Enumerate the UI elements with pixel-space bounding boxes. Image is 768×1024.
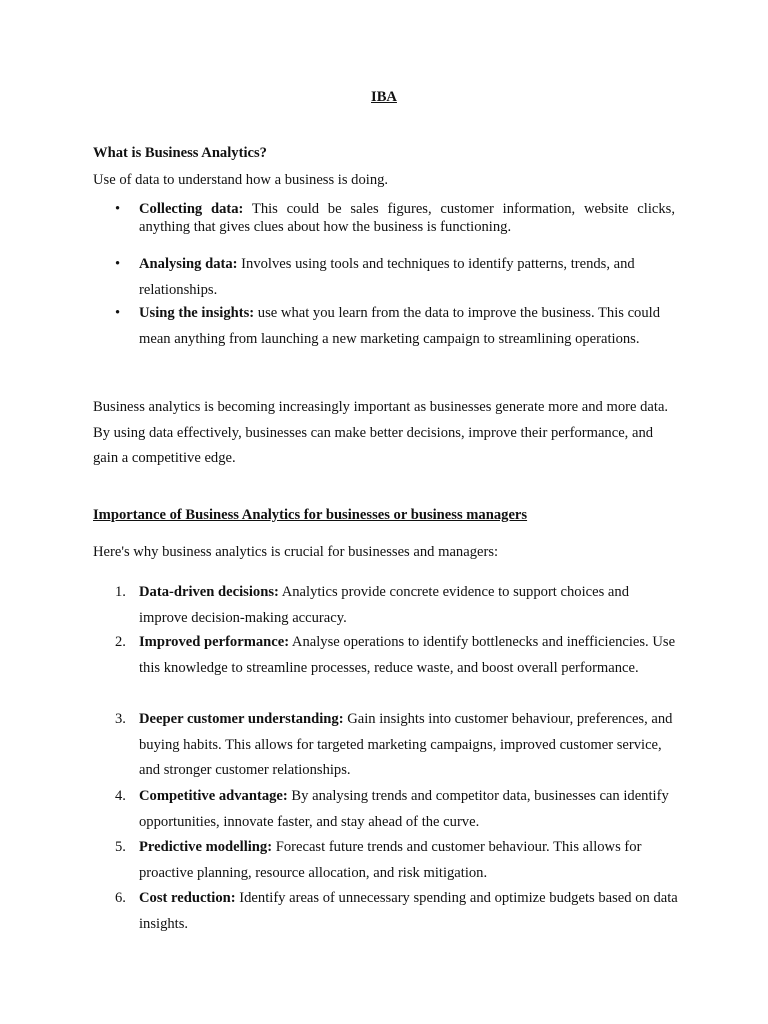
list-item-text: By analysing trends and competitor data, businesses can identify opportunities, innovate faster, and stay ahead of the curve. (139, 788, 669, 830)
list-item-number: 1. (115, 584, 126, 600)
bullet-icon: • (115, 201, 121, 217)
list-item (115, 784, 679, 835)
list-item-text: Involves using tools and techniques to identify patterns, trends, and relationships. (139, 256, 635, 298)
list-item (115, 835, 679, 886)
list-item-term: Analysing data: (139, 256, 238, 272)
list-item-text: This could be sales figures, customer information, website clicks, anything that gives clues about how the business is functioning. (139, 201, 675, 235)
list-item (115, 630, 679, 681)
list-item-term: Competitive advantage: (139, 788, 288, 804)
list-item-term: Using the insights: (139, 305, 255, 321)
intro-text: Here's why business analytics is crucial for businesses and managers: (93, 544, 499, 560)
list-item-text: Gain insights into customer behaviour, preferences, and buying habits. This allows for targeted marketing campaigns, improved customer service, and stronger customer relationships. (139, 711, 673, 779)
list-item (115, 707, 679, 784)
list-item-term: Cost reduction: (139, 890, 236, 906)
list-item-text: use what you learn from the data to improve the business. This could mean anything from launching a new marketing campaign to streamlining operations. (139, 305, 660, 347)
bullet-icon: • (115, 256, 121, 272)
list-item-term: Improved performance: (139, 634, 290, 650)
list-item (115, 886, 679, 937)
list-item-term: Predictive modelling: (139, 839, 273, 855)
body-paragraph: Business analytics is becoming increasingly important as businesses generate more and more data. By using data effectively, businesses can make better decisions, improve their performance, and gain a competitive edge. (93, 399, 669, 466)
list-item-term: Collecting data: (139, 201, 244, 217)
list-item-number: 2. (115, 634, 126, 650)
list-item-number: 4. (115, 788, 126, 804)
list-item (115, 200, 675, 236)
list-item-number: 6. (115, 890, 126, 906)
list-item-number: 3. (115, 711, 126, 727)
list-item (115, 580, 679, 631)
bullet-icon: • (115, 305, 121, 321)
list-item-term: Data-driven decisions: (139, 584, 279, 600)
list-item-text: Forecast future trends and customer behaviour. This allows for proactive planning, resource allocation, and risk mitigation. (139, 839, 642, 881)
list-item-text: Identify areas of unnecessary spending and optimize budgets based on data insights. (139, 890, 678, 932)
section-heading-what-is: What is Business Analytics? (93, 145, 267, 161)
list-item-number: 5. (115, 839, 126, 855)
document-title: IBA (371, 89, 397, 105)
list-item-text: Analytics provide concrete evidence to support choices and improve decision-making accuracy. (139, 584, 629, 626)
intro-text: Use of data to understand how a business is doing. (93, 172, 389, 188)
list-item-term: Deeper customer understanding: (139, 711, 344, 727)
list-item-text: Analyse operations to identify bottlenecks and inefficiencies. Use this knowledge to streamline processes, reduce waste, and boost overall performance. (139, 634, 676, 676)
section-heading-importance: Importance of Business Analytics for businesses or business managers (93, 507, 528, 523)
list-item (115, 301, 675, 352)
list-item (115, 252, 675, 303)
